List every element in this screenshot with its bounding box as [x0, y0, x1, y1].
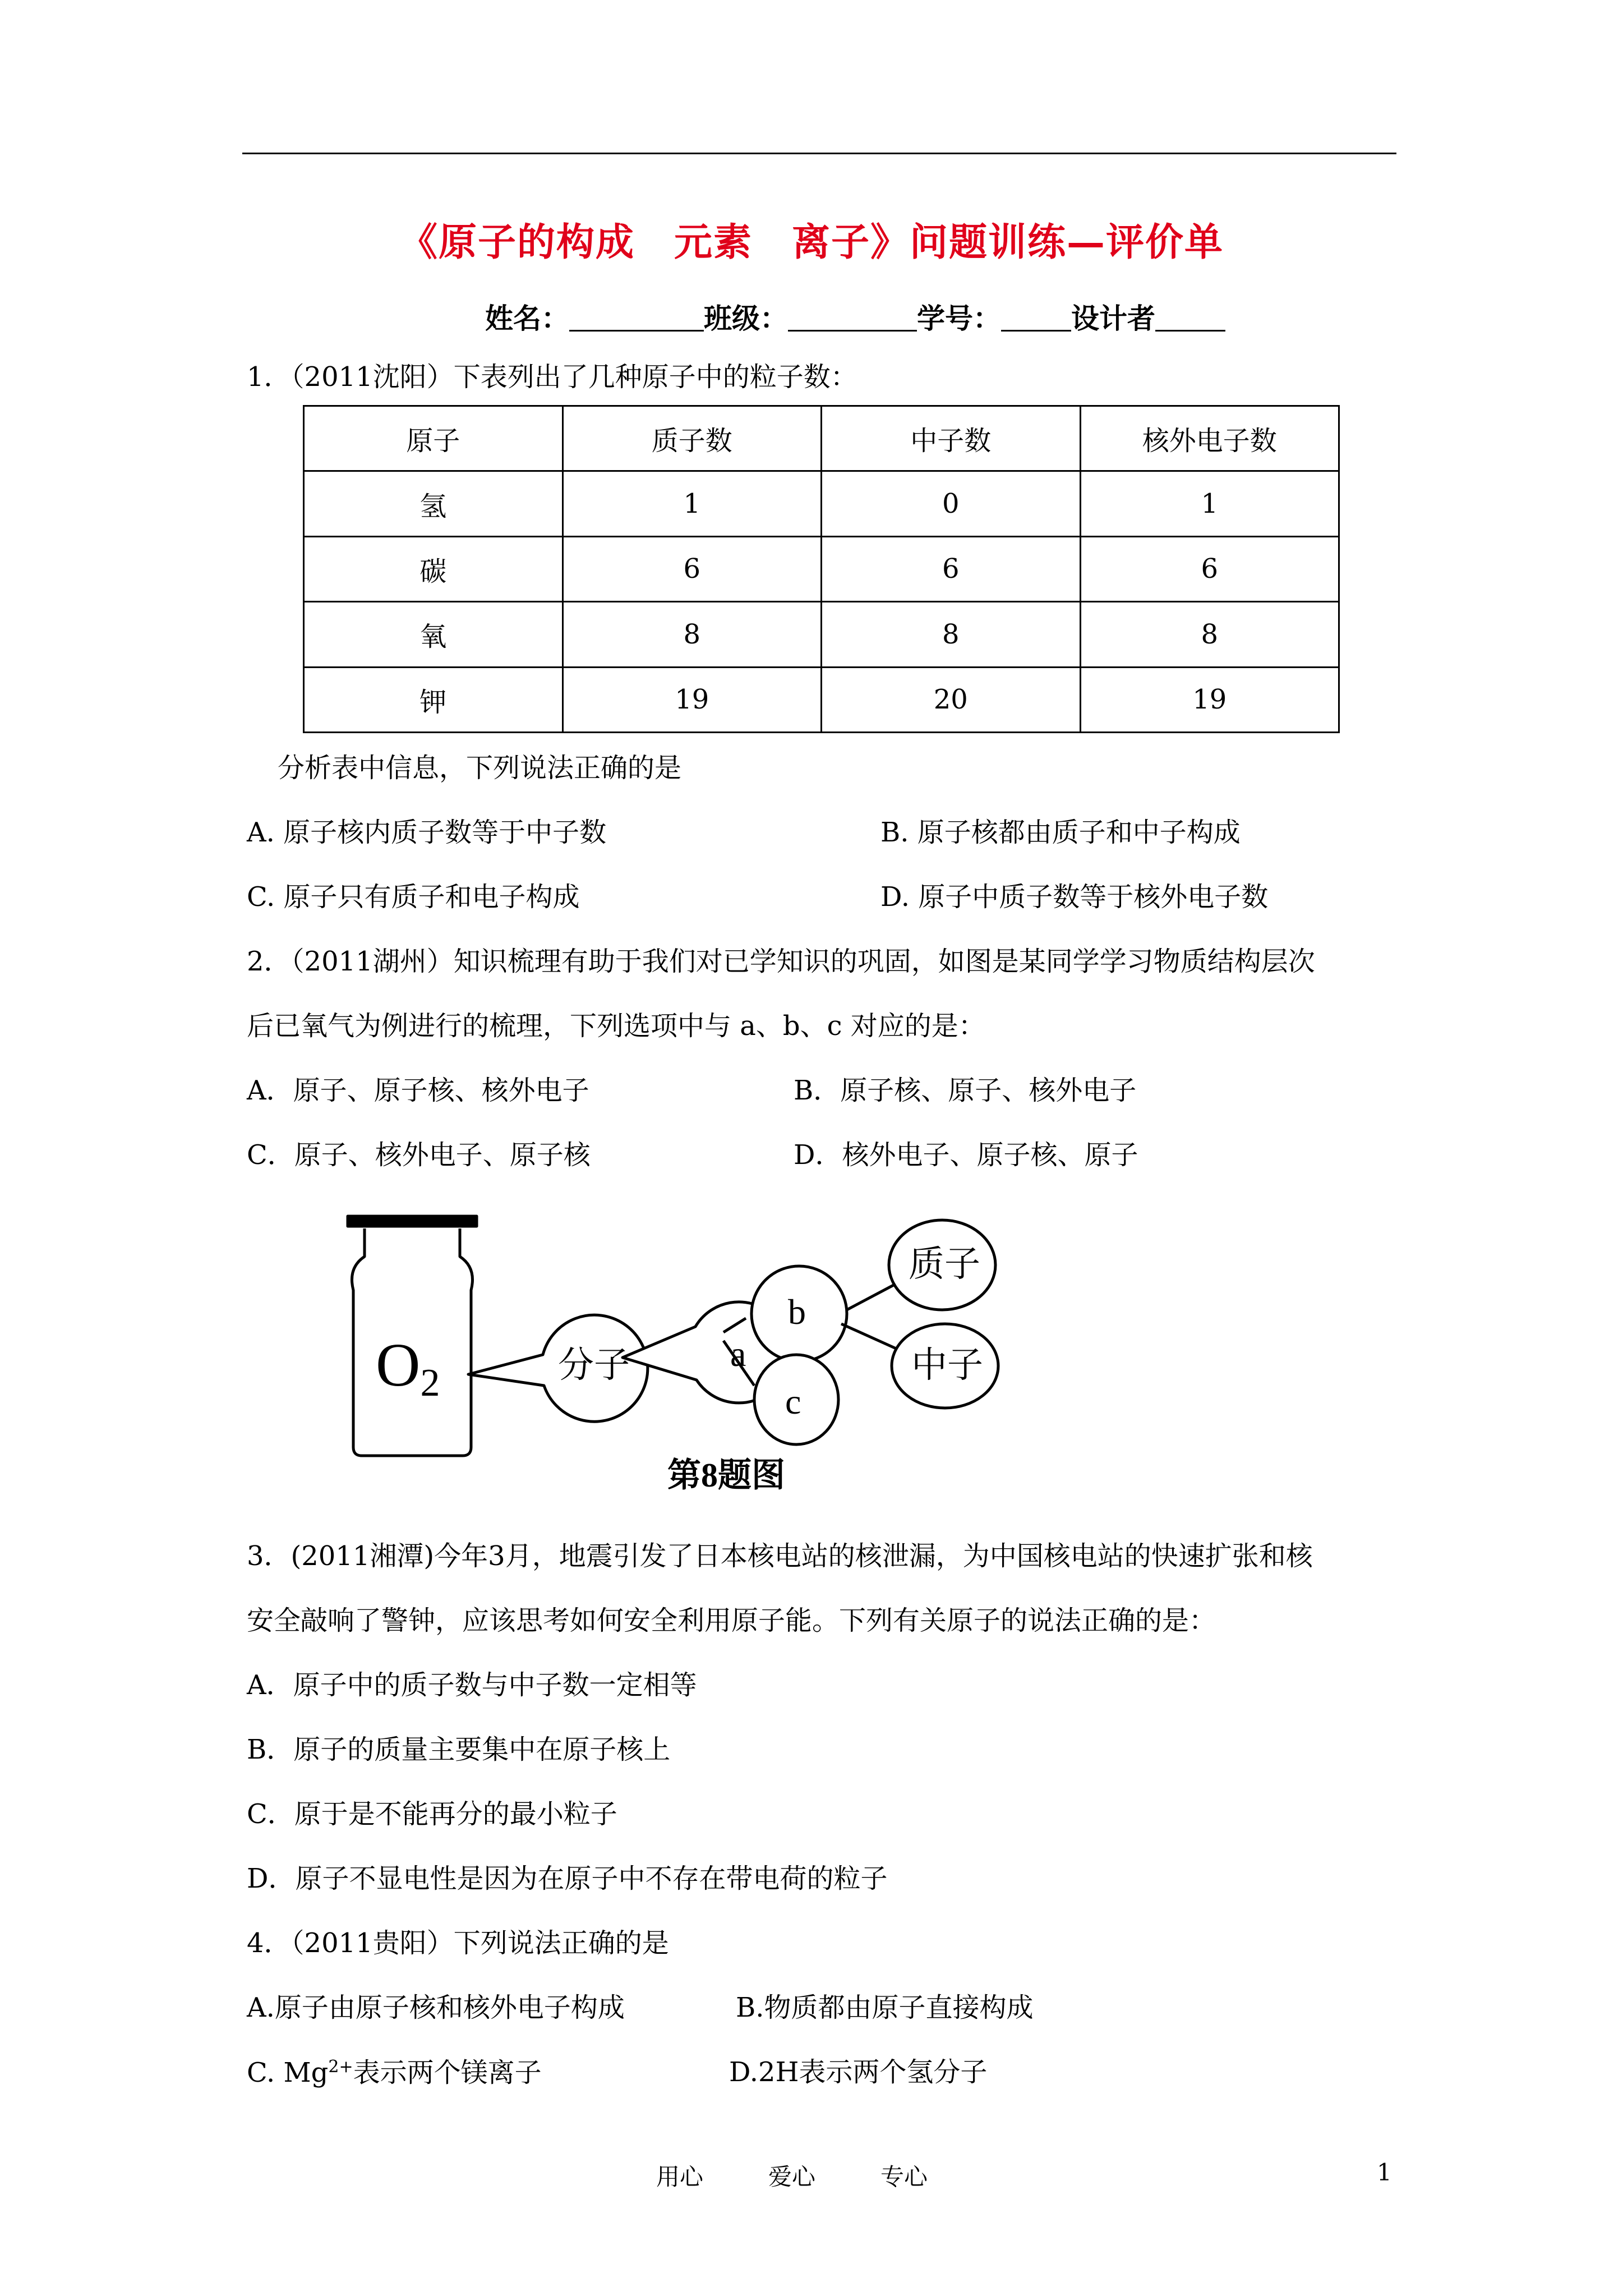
q1-option-b[interactable]: B. 原子核都由质子和中子构成	[880, 817, 1241, 848]
table-cell: 19	[1080, 667, 1339, 732]
table-row	[304, 471, 1339, 536]
class-blank[interactable]	[788, 304, 917, 332]
q1-stem: 1．（2011沈阳）下表列出了几种原子中的粒子数：	[247, 361, 857, 393]
table-cell: 8	[822, 602, 1081, 667]
figure-caption: 第8题图	[667, 1457, 785, 1494]
student-info-line	[485, 296, 1225, 337]
header-rule	[242, 153, 1396, 154]
table-cell: 钾	[304, 667, 563, 732]
structure-diagram	[331, 1206, 1144, 1509]
q4-option-b[interactable]: B.物质都由原子直接构成	[736, 1992, 1034, 2023]
q2-option-b[interactable]: B．原子核、原子、核外电子	[794, 1075, 1137, 1106]
neutron-label: 中子	[911, 1345, 983, 1385]
table-header: 中子数	[822, 406, 1081, 471]
magnesium-charge: 2+	[328, 2057, 353, 2077]
name-label: 姓名：	[485, 302, 569, 335]
bottle-label: O2	[376, 1331, 440, 1405]
id-label: 学号：	[917, 302, 1001, 335]
id-blank[interactable]	[1001, 304, 1071, 332]
class-label: 班级：	[704, 302, 788, 335]
q4-stem: 4．（2011贵阳）下列说法正确的是	[247, 1927, 669, 1959]
q4-option-a[interactable]: A.原子由原子核和核外电子构成	[247, 1992, 625, 2023]
table-cell: 6	[822, 536, 1081, 601]
footer-motto-1: 用心	[656, 2163, 704, 2191]
q1-option-c[interactable]: C. 原子只有质子和电子构成	[247, 881, 580, 913]
table-cell: 8	[562, 602, 822, 667]
proton-label: 质子	[909, 1244, 980, 1284]
q3-option-a[interactable]: A．原子中的质子数与中子数一定相等	[247, 1669, 697, 1701]
q2-stem-line2: 后已氧气为例进行的梳理，下列选项中与 a、b、c 对应的是：	[247, 1010, 985, 1042]
q3-option-d[interactable]: D．原子不显电性是因为在原子中不存在带电荷的粒子	[247, 1863, 888, 1894]
connector-b-neutron	[841, 1324, 897, 1349]
table-header: 核外电子数	[1080, 406, 1339, 471]
table-cell: 6	[562, 536, 822, 601]
table-row	[304, 536, 1339, 601]
table-cell: 氢	[304, 471, 563, 536]
q4-option-c[interactable]	[247, 2059, 542, 2086]
table-row	[304, 667, 1339, 732]
connector-b-proton	[847, 1285, 895, 1310]
q1-option-a[interactable]: A. 原子核内质子数等于中子数	[247, 817, 607, 848]
label-a: a	[730, 1334, 746, 1374]
q2-option-d[interactable]: D．核外电子、原子核、原子	[794, 1139, 1138, 1171]
molecule-label: 分子	[558, 1345, 630, 1385]
q1-option-d[interactable]: D. 原子中质子数等于核外电子数	[880, 881, 1269, 913]
table-header: 原子	[304, 406, 563, 471]
particle-table	[303, 405, 1340, 733]
label-c: c	[785, 1382, 801, 1421]
q2-option-a[interactable]: A．原子、原子核、核外电子	[247, 1075, 589, 1106]
q2-stem-line1: 2．（2011湖州）知识梳理有助于我们对已学知识的巩固，如图是某同学学习物质结构层次	[247, 946, 1315, 977]
table-cell: 0	[822, 471, 1081, 536]
table-header: 质子数	[562, 406, 822, 471]
designer-label: 设计者	[1071, 302, 1155, 335]
bottle-stopper	[348, 1216, 477, 1226]
designer-blank[interactable]	[1155, 304, 1225, 332]
table-cell: 19	[562, 667, 822, 732]
q3-stem-line1: 3．(2011湘潭)今年3月，地震引发了日本核电站的核泄漏，为中国核电站的快速扩张和核	[247, 1540, 1313, 1572]
page-number: 1	[1377, 2159, 1392, 2186]
table-cell: 6	[1080, 536, 1339, 601]
q3-option-c[interactable]: C．原于是不能再分的最小粒子	[247, 1798, 617, 1830]
table-row	[304, 602, 1339, 667]
table-cell: 1	[562, 471, 822, 536]
label-b: b	[788, 1292, 806, 1332]
name-blank[interactable]	[569, 304, 704, 332]
footer-motto-2: 爱心	[768, 2163, 816, 2191]
q3-option-b[interactable]: B．原子的质量主要集中在原子核上	[247, 1734, 671, 1765]
footer-motto-3: 专心	[880, 2163, 928, 2191]
q3-stem-line2: 安全敲响了警钟，应该思考如何安全利用原子能。下列有关原子的说法正确的是：	[247, 1605, 1216, 1636]
q2-option-c[interactable]: C．原子、核外电子、原子核	[247, 1139, 591, 1171]
q4-option-c-suffix: 表示两个镁离子	[353, 2057, 542, 2088]
table-cell: 8	[1080, 602, 1339, 667]
table-cell: 1	[1080, 471, 1339, 536]
q1-prompt: 分析表中信息，下列说法正确的是	[278, 752, 682, 784]
q4-option-c-prefix: C. Mg	[247, 2057, 329, 2088]
table-cell: 20	[822, 667, 1081, 732]
page-title: 《原子的构成 元素 离子》问题训练—评价单	[399, 220, 1224, 265]
table-cell: 氧	[304, 602, 563, 667]
table-cell: 碳	[304, 536, 563, 601]
table-header-row	[304, 406, 1339, 471]
q4-option-d[interactable]: D.2H表示两个氢分子	[729, 2056, 988, 2088]
